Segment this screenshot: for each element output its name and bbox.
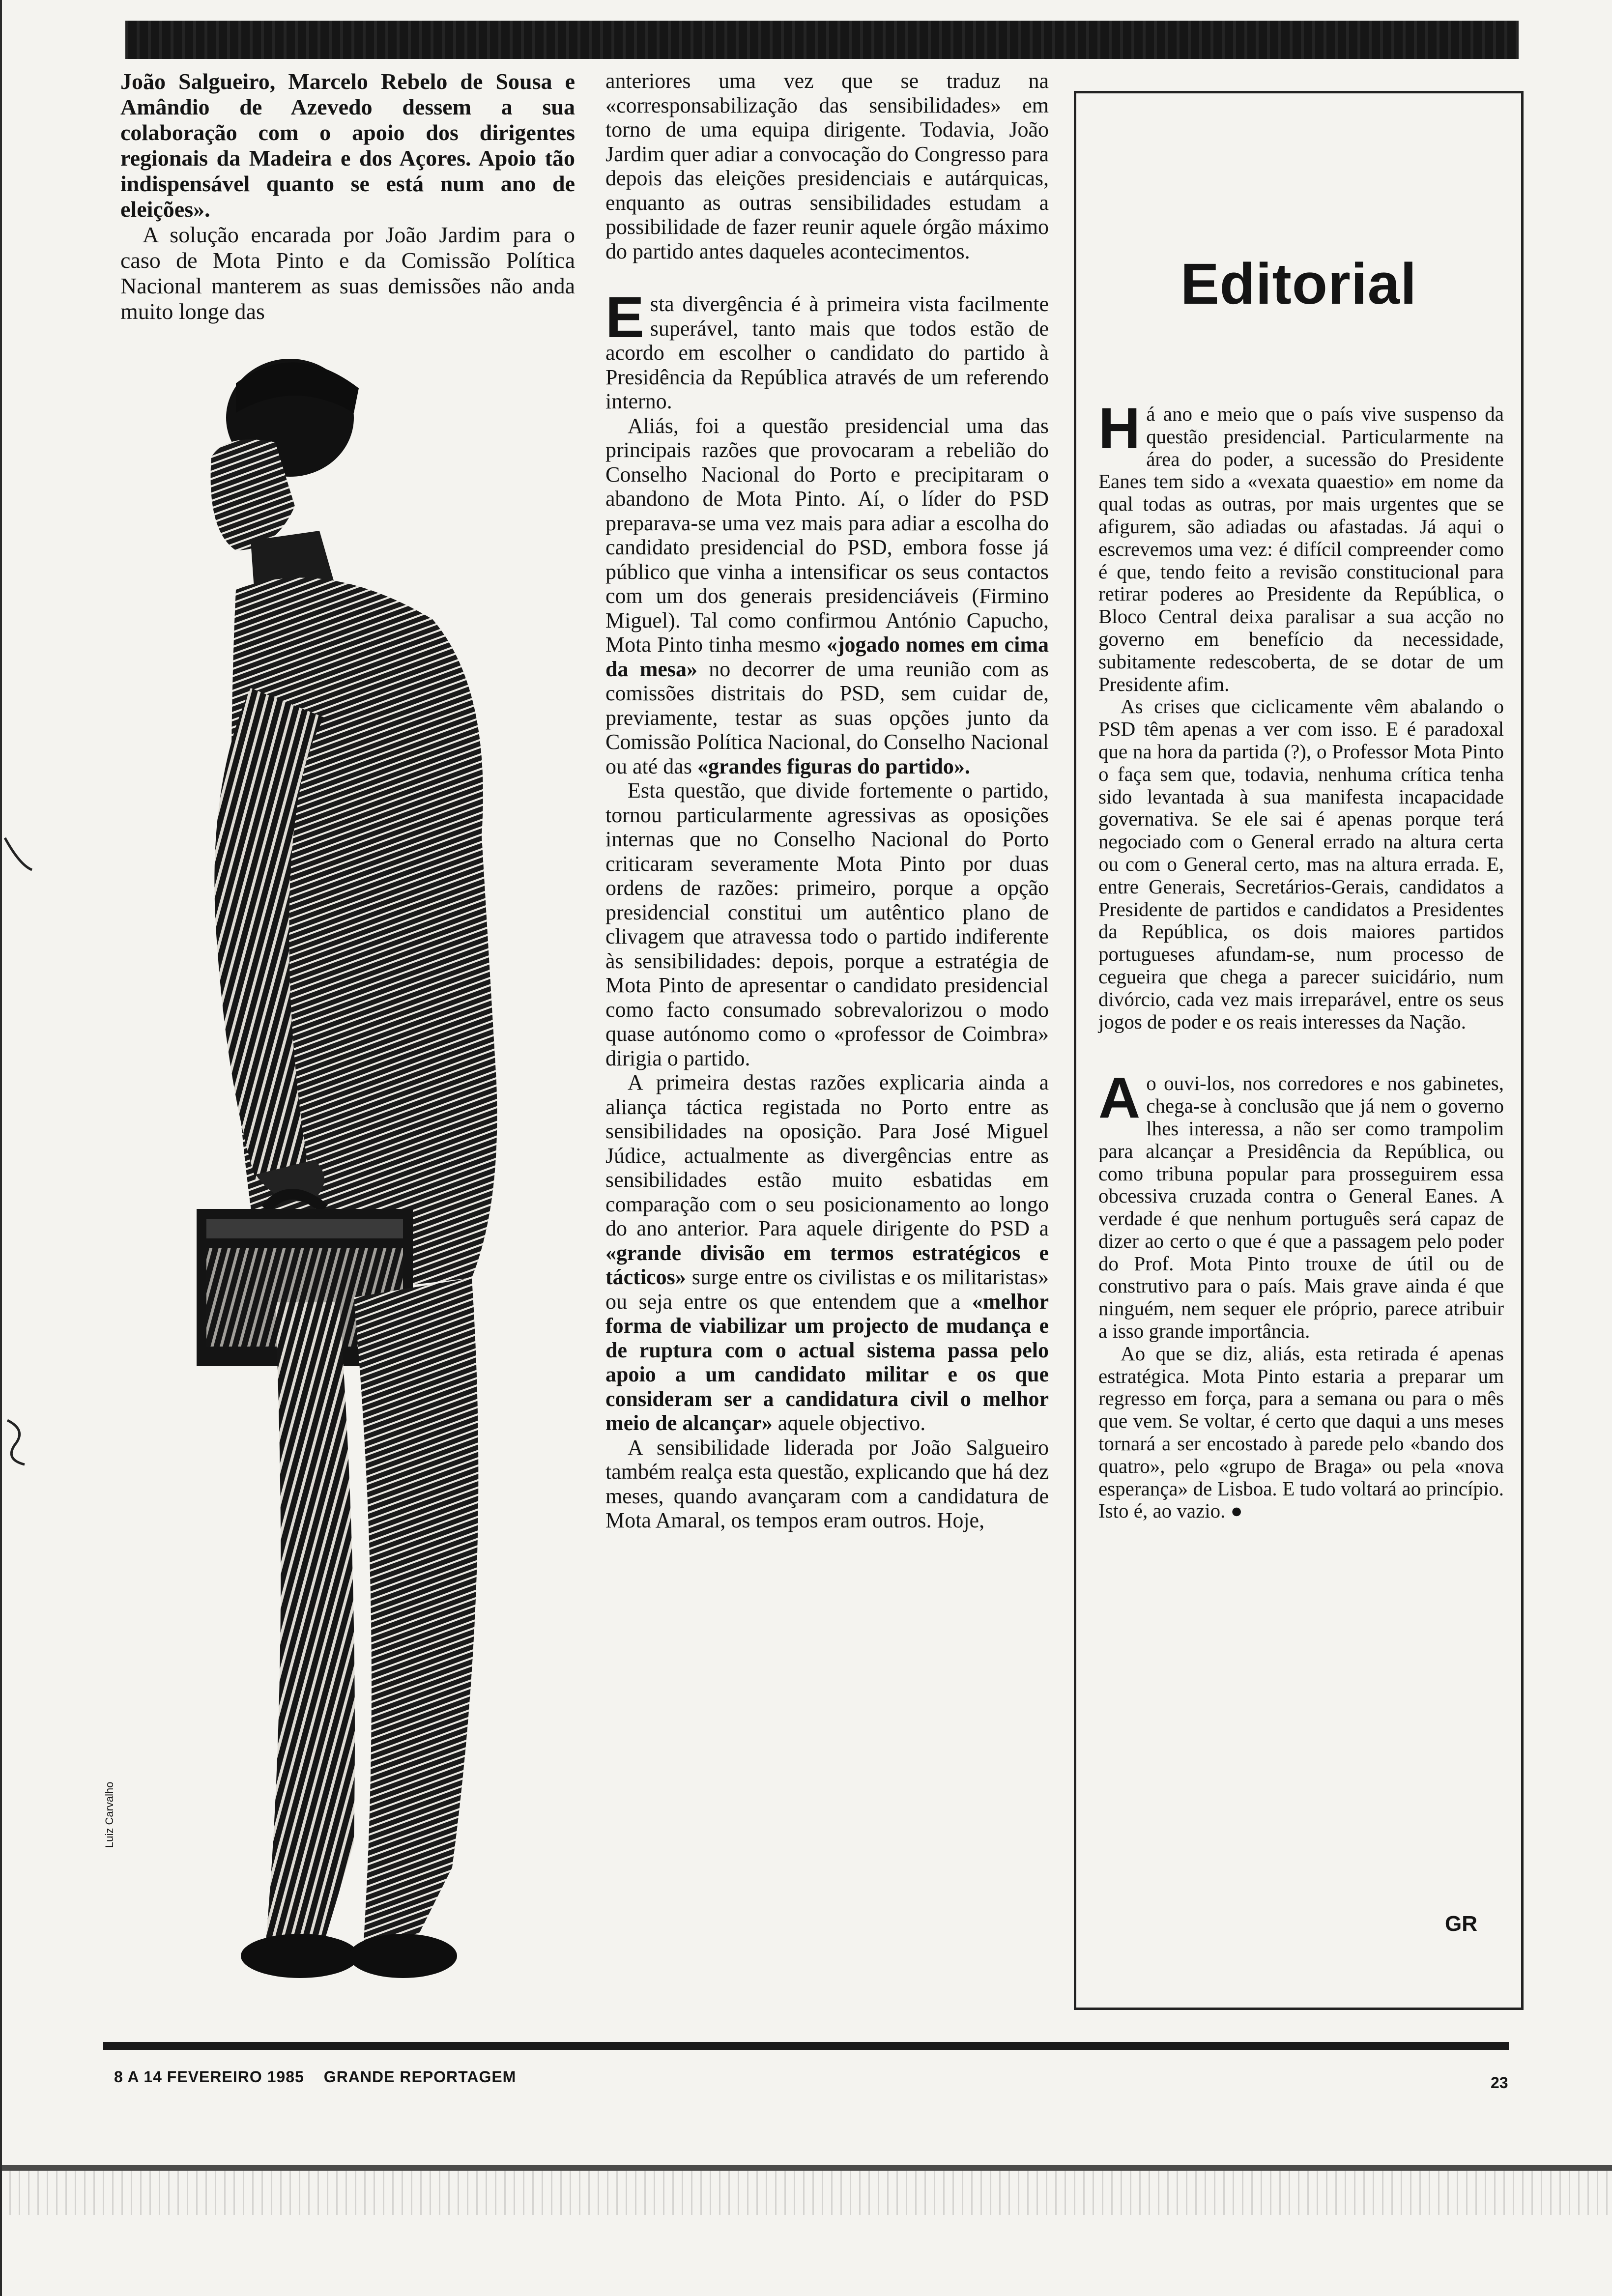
editorial-paragraph-2: As crises que ciclicamente vêm abalando o PSD têm apenas a ver com isso. E é paradoxal que na hora da partida (?), o Professor Mota Pinto o faça sem que, todavia, nenhuma crítica tenha sido levantada à sua manifesta incapacidade governativa. Se ele sai é apenas porque terá negociado com o General errado na altura certa ou com o General certo, mas na altura errada. E, entre Generais, Secretários-Gerais, candidatos a Presidente de partidos e candidatos a Presidentes da República, os dois maiores partidos portugueses afundam-se, num processo de cegueira que chega a parecer suicidário, num divórcio, cada vez mais irreparável, entre os seus jogos de poder e os reais interesses da Nação. [1098, 695, 1504, 1033]
page-number: 23 [1491, 2074, 1508, 2092]
header-bar [125, 21, 1519, 59]
column2-paragraph-4: Esta questão, que divide fortemente o partido, tornou particularmente agressivas as oposições internas que no Conselho Nacional do Porto criticaram severamente Mota Pinto por duas ordens de razões: primeiro, porque a opção presidencial constitui um autêntico plano de clivagem que atravessa todo o partido indiferente às sensibilidades: depois, porque a estratégia de Mota Pinto de apresentar o candidato presidencial como facto consumado sobrevalorizou o modo quase autónomo como o «professor de Coimbra» dirigia o partido. [605, 778, 1049, 1070]
dropcap-h: H [1098, 396, 1141, 461]
footer-rule [103, 2042, 1509, 2050]
column1-paragraph-1: João Salgueiro, Marcelo Rebelo de Sousa e Amândio de Azevedo dessem a sua colaboração com o apoio dos dirigentes regionais da Madeira e dos Açores. Apoio tão indispensável quanto se está num ano de eleições». [120, 69, 575, 222]
editorial-paragraph-1: Há ano e meio que o país vive suspenso da questão presidencial. Particularmente na área do poder, a sucessão do Presidente Eanes tem sido a «vexata quaestio» em nome da qual todas as outras, por mais urgentes que se afigurem, são adiadas ou afastadas. Já aqui o escrevemos uma vez: é difícil compreender como é que, tendo feito a revisão constitucional para retirar poderes ao Presidente da República, o Bloco Central deixa paralisar a sua acção no governo em benefício da necessidade, subitamente redescoberta, de se dotar de um Presidente afim. [1098, 396, 1504, 695]
column2-paragraph-2: Esta divergência é à primeira vista facilmente superável, tanto mais que todos estão de acordo em escolher o candidato do partido à Presidência da República através de um referendo interno. [605, 285, 1049, 413]
column1-paragraph-2: A solução encarada por João Jardim para o caso de Mota Pinto e da Comissão Política Nacional manterem as suas demissões não anda muito longe das [120, 222, 575, 324]
editorial-title: Editorial [1180, 252, 1417, 316]
column-2 [605, 69, 1049, 1533]
end-bullet: ● [1230, 1499, 1243, 1522]
dropcap-e: E [605, 285, 644, 350]
column2-paragraph-5: A primeira destas razões explicaria ainda a aliança táctica registada no Porto entre as sensibilidades na oposição. Para José Miguel Júdice, actualmente as divergências entre as sensibilidades estão muito esbatidas em comparação com o seu posicionamento ao longo do ano anterior. Para aquele dirigente do PSD a «grande divisão em termos estratégicos e tácticos» surge entre os civilistas e os militaristas» ou seja entre os que entendem que a «melhor forma de viabilizar um projecto de mudança e de ruptura com o actual sistema passa pelo apoio a um candidato militar e os que consideram ser a candidatura civil o melhor meio de alcançar» aquele objectivo. [605, 1070, 1049, 1435]
editorial-paragraph-3: Ao ouvi-los, nos corredores e nos gabinetes, chega-se à conclusão que já nem o governo lhes interessa, a não ser como trampolim para alcançar a Presidência da República, ou como tribuna popular para prosseguirem essa obcessiva cruzada contra o General Eanes. A verdade é que nenhum português será capaz de dizer ao certo o que é que a passagem pelo poder do Prof. Mota Pinto trouxe de útil ou de construtivo para o país. Mais grave ainda é que ninguém, nem sequer ele próprio, parece atribuir a isso grande importância. [1098, 1065, 1504, 1343]
column2-paragraph-3: Aliás, foi a questão presidencial uma das principais razões que provocaram a rebelião do Conselho Nacional do Porto e precipitaram o abandono de Mota Pinto. Aí, o líder do PSD preparava-se uma vez mais para adiar a escolha do candidato presidencial do PSD, embora fosse já público que vinha a intensificar os seus contactos com um dos generais presidenciáveis (Firmino Miguel). Tal como confirmou António Capucho, Mota Pinto tinha mesmo «jogado nomes em cima da mesa» no decorrer de uma reunião com as comissões distritais do PSD, sem cuidar de, previamente, testar as suas opções junto da Comissão Política Nacional, do Conselho Nacional ou até das «grandes figuras do partido». [605, 413, 1049, 778]
column2-paragraph-1: anteriores uma vez que se traduz na «corresponsabilização das sensibilidades» em torno de uma equipa dirigente. Todavia, João Jardim quer adiar a convocação do Congresso para depois das eleições presidenciais e autárquicas, enquanto as outras sensibilidades estudam a possibilidade de fazer reunir aquele órgão máximo do partido antes daqueles acontecimentos. [605, 69, 1049, 263]
photo-man-with-briefcase [177, 344, 609, 1995]
margin-mark [0, 1415, 34, 1469]
column2-paragraph-6: A sensibilidade liderada por João Salgueiro também realça esta questão, explicando que há dez meses, quando avançaram com a candidatura de Mota Amaral, os tempos eram outros. Hoje, [605, 1435, 1049, 1532]
publication-name: GRANDE REPORTAGEM [323, 2068, 517, 2086]
footer-line [114, 2068, 536, 2086]
photo-credit: Luiz Carvalho [103, 1781, 115, 1848]
editorial-signature: GR [1445, 1912, 1477, 1936]
dropcap-a: A [1098, 1065, 1141, 1131]
margin-mark [0, 835, 34, 875]
scan-left-edge [0, 0, 2, 2296]
issue-date: 8 A 14 FEVEREIRO 1985 [114, 2068, 304, 2086]
scan-artifact-noise [0, 2171, 1612, 2215]
scan-artifact-line [0, 2165, 1612, 2171]
editorial-text [1098, 396, 1504, 1522]
editorial-paragraph-4: Ao que se diz, aliás, esta retirada é apenas estratégica. Mota Pinto estaria a preparar um regresso em força, para a semana ou para o mês que vem. Se voltar, é certo que daqui a uns meses tornará a ser encostado à parede pelo «bando dos quatro», pelo «grupo de Braga» ou pela «nova esperança» de Lisboa. E tudo voltará ao princípio. Isto é, ao vazio. ● [1098, 1342, 1504, 1522]
column-1 [120, 69, 575, 324]
